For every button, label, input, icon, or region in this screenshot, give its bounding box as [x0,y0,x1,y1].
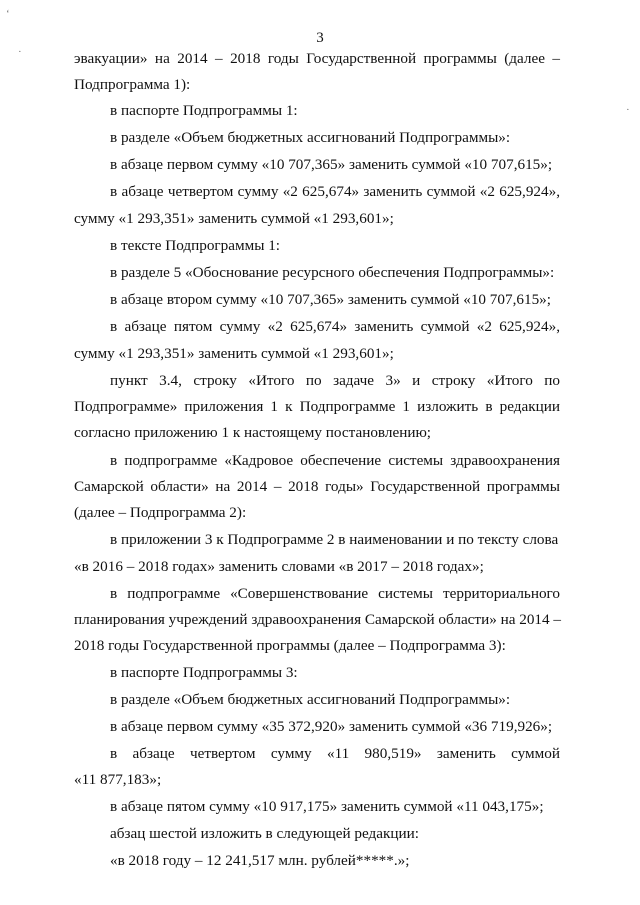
text-line: в паспорте Подпрограммы 1: [110,102,298,119]
text-line: в абзаце четвертом сумму «11 980,519» заменить суммой [110,745,560,762]
text-line: в абзаце втором сумму «10 707,365» заменить суммой «10 707,615»; [110,291,551,308]
text-line: в абзаце пятом сумму «2 625,674» заменить суммой «2 625,924», [110,318,560,335]
text-line: в разделе «Объем бюджетных ассигнований Подпрограммы»: [110,691,511,708]
text-line: в подпрограмме «Кадровое обеспечение системы здравоохранения [110,452,560,469]
scan-mark: · [18,46,22,58]
scan-mark: ‘ [6,8,10,20]
text-line: 2018 годы Государственной программы (далее – Подпрограмма 3): [74,637,506,654]
text-line: в абзаце первом сумму «10 707,365» заменить суммой «10 707,615»; [110,156,553,173]
text-line: в абзаце пятом сумму «10 917,175» заменить суммой «11 043,175»; [110,798,544,815]
text-line: Подпрограмма 1): [74,76,191,93]
text-line: в разделе 5 «Обоснование ресурсного обеспечения Подпрограммы»: [110,264,555,281]
text-line: в разделе «Объем бюджетных ассигнований Подпрограммы»: [110,129,511,146]
text-line: планирования учреждений здравоохранения Самарской области» на 2014 – [74,611,562,628]
text-line: в паспорте Подпрограммы 3: [110,664,298,681]
text-line: эвакуации» на 2014 – 2018 годы Государственной программы (далее – [74,50,560,67]
text-line: сумму «1 293,351» заменить суммой «1 293,601»; [74,210,394,227]
text-line: в абзаце первом сумму «35 372,920» заменить суммой «36 719,926»; [110,718,553,735]
text-line: «11 877,183»; [74,771,162,788]
text-line: пункт 3.4, строку «Итого по задаче 3» и строку «Итого по [110,372,560,389]
text-line: (далее – Подпрограмма 2): [74,504,247,521]
text-line: сумму «1 293,351» заменить суммой «1 293,601»; [74,345,394,362]
text-line: в подпрограмме «Совершенствование системы территориального [110,585,560,602]
text-line: в абзаце четвертом сумму «2 625,674» заменить суммой «2 625,924», [110,183,560,200]
text-line: абзац шестой изложить в следующей редакции: [110,825,419,842]
text-line: Самарской области» на 2014 – 2018 годы» Государственной программы [74,478,560,495]
scan-mark: · [626,104,630,116]
text-line: «в 2018 году – 12 241,517 млн. рублей*****.»; [110,852,410,869]
page-number: 3 [316,30,324,46]
text-line: в тексте Подпрограммы 1: [110,237,281,254]
text-line: согласно приложению 1 к настоящему постановлению; [74,424,432,441]
text-line: в приложении 3 к Подпрограмме 2 в наименовании и по тексту слова [110,531,559,548]
text-line: «в 2016 – 2018 годах» заменить словами «в 2017 – 2018 годах»; [74,558,484,575]
text-line: Подпрограмме» приложения 1 к Подпрограмме 1 изложить в редакции [74,398,560,415]
